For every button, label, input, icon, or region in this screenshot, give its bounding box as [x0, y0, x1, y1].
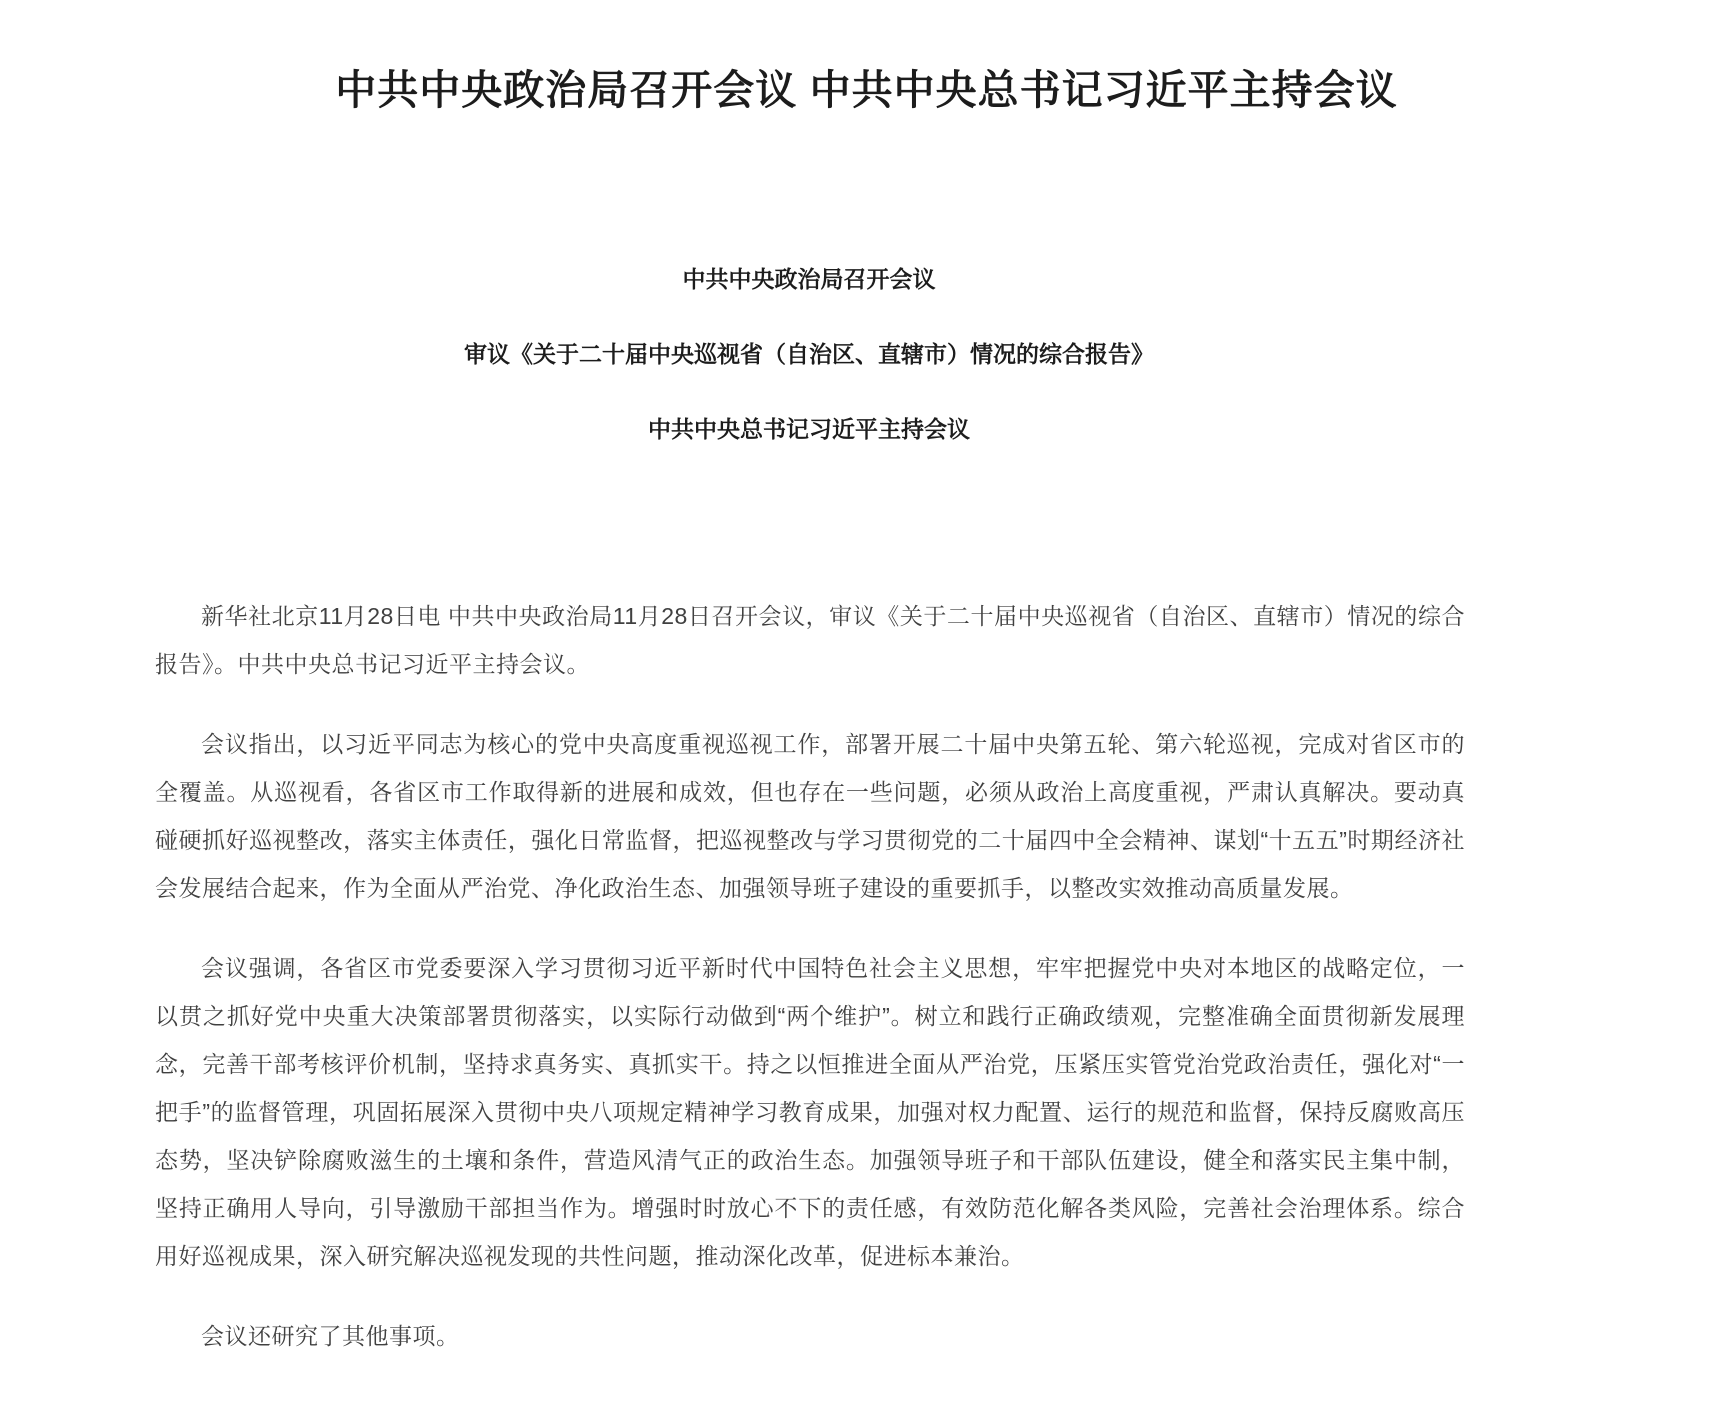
subtitle-line-1: 中共中央政治局召开会议: [682, 266, 936, 293]
paragraph-other-matters: 会议还研究了其他事项。: [201, 1323, 460, 1350]
subtitle-block: [0, 267, 1733, 442]
subtitle-line-3: 中共中央总书记习近平主持会议: [648, 416, 970, 443]
article-title: 中共中央政治局召开会议 中共中央总书记习近平主持会议: [335, 67, 1398, 113]
paragraph-dateline: 新华社北京11月28日电 中共中央政治局11月28日召开会议，审议《关于二十届中央巡视省（自治区、直辖市）情况的综合报告》。中共中央总书记习近平主持会议。: [155, 603, 1465, 678]
paragraph-meeting-pointed-out: 会议指出，以习近平同志为核心的党中央高度重视巡视工作，部署开展二十届中央第五轮、第六轮巡视，完成对省区市的全覆盖。从巡视看，各省区市工作取得新的进展和成效，但也存在一些问题，必须从政治上高度重视，严肃认真解决。要动真碰硬抓好巡视整改，落实主体责任，强化日常监督，把巡视整改与学习贯彻党的二十届四中全会精神、谋划“十五五”时期经济社会发展结合起来，作为全面从严治党、净化政治生态、加强领导班子建设的重要抓手，以整改实效推动高质量发展。: [155, 731, 1465, 902]
subtitle-line-2: 审议《关于二十届中央巡视省（自治区、直辖市）情况的综合报告》: [464, 341, 1154, 368]
paragraph-meeting-emphasized: 会议强调，各省区市党委要深入学习贯彻习近平新时代中国特色社会主义思想，牢牢把握党中央对本地区的战略定位，一以贯之抓好党中央重大决策部署贯彻落实，以实际行动做到“两个维护”。树立和践行正确政绩观，完整准确全面贯彻新发展理念，完善干部考核评价机制，坚持求真务实、真抓实干。持之以恒推进全面从严治党，压紧压实管党治党政治责任，强化对“一把手”的监督管理，巩固拓展深入贯彻中央八项规定精神学习教育成果，加强对权力配置、运行的规范和监督，保持反腐败高压态势，坚决铲除腐败滋生的土壤和条件，营造风清气正的政治生态。加强领导班子和干部队伍建设，健全和落实民主集中制，坚持正确用人导向，引导激励干部担当作为。增强时时放心不下的责任感，有效防范化解各类风险，完善社会治理体系。综合用好巡视成果，深入研究解决巡视发现的共性问题，推动深化改革，促进标本兼治。: [155, 955, 1465, 1270]
article-body: [0, 592, 1733, 1360]
